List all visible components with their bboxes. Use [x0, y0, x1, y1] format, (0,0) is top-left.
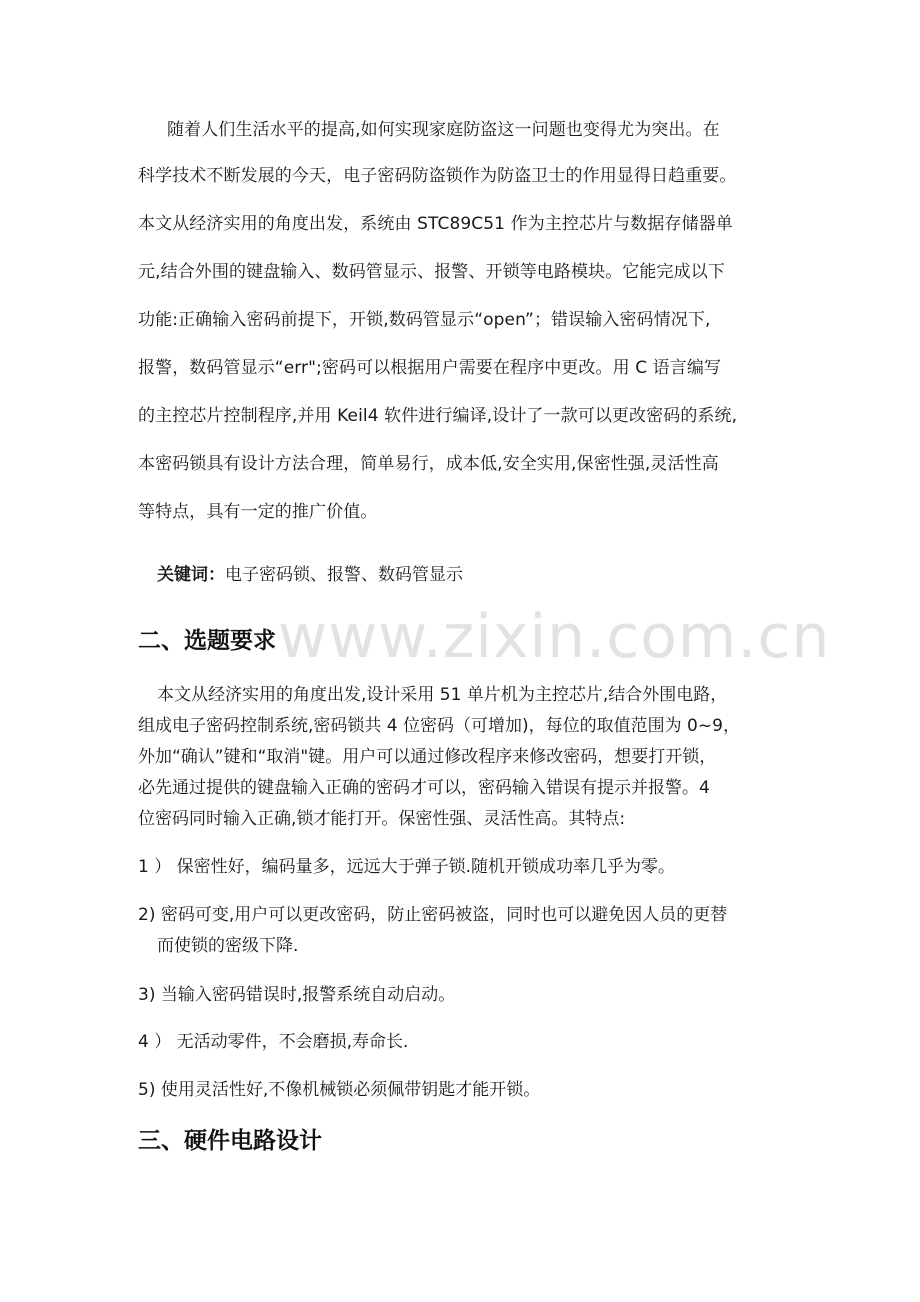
list-item-continuation: 而使锁的密级下降. — [157, 936, 299, 956]
abstract-line: 元,结合外围的键盘输入、数码管显示、报警、开锁等电路模块。它能完成以下 — [138, 262, 725, 282]
keywords-value: 电子密码锁、报警、数码管显示 — [225, 565, 463, 585]
body-line: 必先通过提供的键盘输入正确的密码才可以，密码输入错误有提示并报警。4 — [138, 778, 710, 798]
keywords — [157, 565, 463, 585]
body-line: 外加“确认”键和“取消"键。用户可以通过修改程序来修改密码，想要打开锁， — [138, 747, 717, 767]
abstract-line: 随着人们生活水平的提高,如何实现家庭防盗这一问题也变得尤为突出。在 — [167, 120, 720, 140]
list-item: 4 ） 无活动零件，不会磨损,寿命长. — [138, 1032, 409, 1052]
abstract-line: 功能:正确输入密码前提下，开锁,数码管显示“open”；错误输入密码情况下, — [138, 310, 711, 330]
body-line: 位密码同时输入正确,锁才能打开。保密性强、灵活性高。其特点: — [138, 809, 626, 829]
section-heading: 二、选题要求 — [138, 628, 276, 654]
abstract-line: 报警，数码管显示“err";密码可以根据用户需要在程序中更改。用 C 语言编写 — [138, 358, 722, 378]
section-heading: 三、硬件电路设计 — [138, 1128, 322, 1154]
abstract-line: 本文从经济实用的角度出发，系统由 STC89C51 作为主控芯片与数据存储器单 — [138, 214, 733, 234]
abstract-line: 等特点，具有一定的推广价值。 — [138, 502, 378, 522]
keywords-label: 关键词： — [157, 565, 225, 585]
body-line: 本文从经济实用的角度出发,设计采用 51 单片机为主控芯片,结合外围电路， — [157, 685, 728, 705]
list-item: 2) 密码可变,用户可以更改密码，防止密码被盗，同时也可以避免因人员的更替 — [138, 905, 728, 925]
abstract-line: 的主控芯片控制程序,并用 Keil4 软件进行编译,设计了一款可以更改密码的系统, — [138, 406, 738, 426]
abstract-line: 本密码锁具有设计方法合理，简单易行，成本低,安全实用,保密性强,灵活性高 — [138, 454, 719, 474]
list-item: 3) 当输入密码错误时,报警系统自动启动。 — [138, 985, 456, 1005]
list-item: 5) 使用灵活性好,不像机械锁必须佩带钥匙才能开锁。 — [138, 1080, 541, 1100]
body-line: 组成电子密码控制系统,密码锁共 4 位密码（可增加)，每位的取值范围为 0~9， — [138, 716, 740, 736]
list-item: 1 ） 保密性好，编码量多，远远大于弹子锁.随机开锁成功率几乎为零。 — [138, 857, 676, 877]
watermark: www.zixin.com.cn — [278, 602, 831, 672]
abstract-line: 科学技术不断发展的今天，电子密码防盗锁作为防盗卫士的作用显得日趋重要。 — [138, 166, 737, 186]
